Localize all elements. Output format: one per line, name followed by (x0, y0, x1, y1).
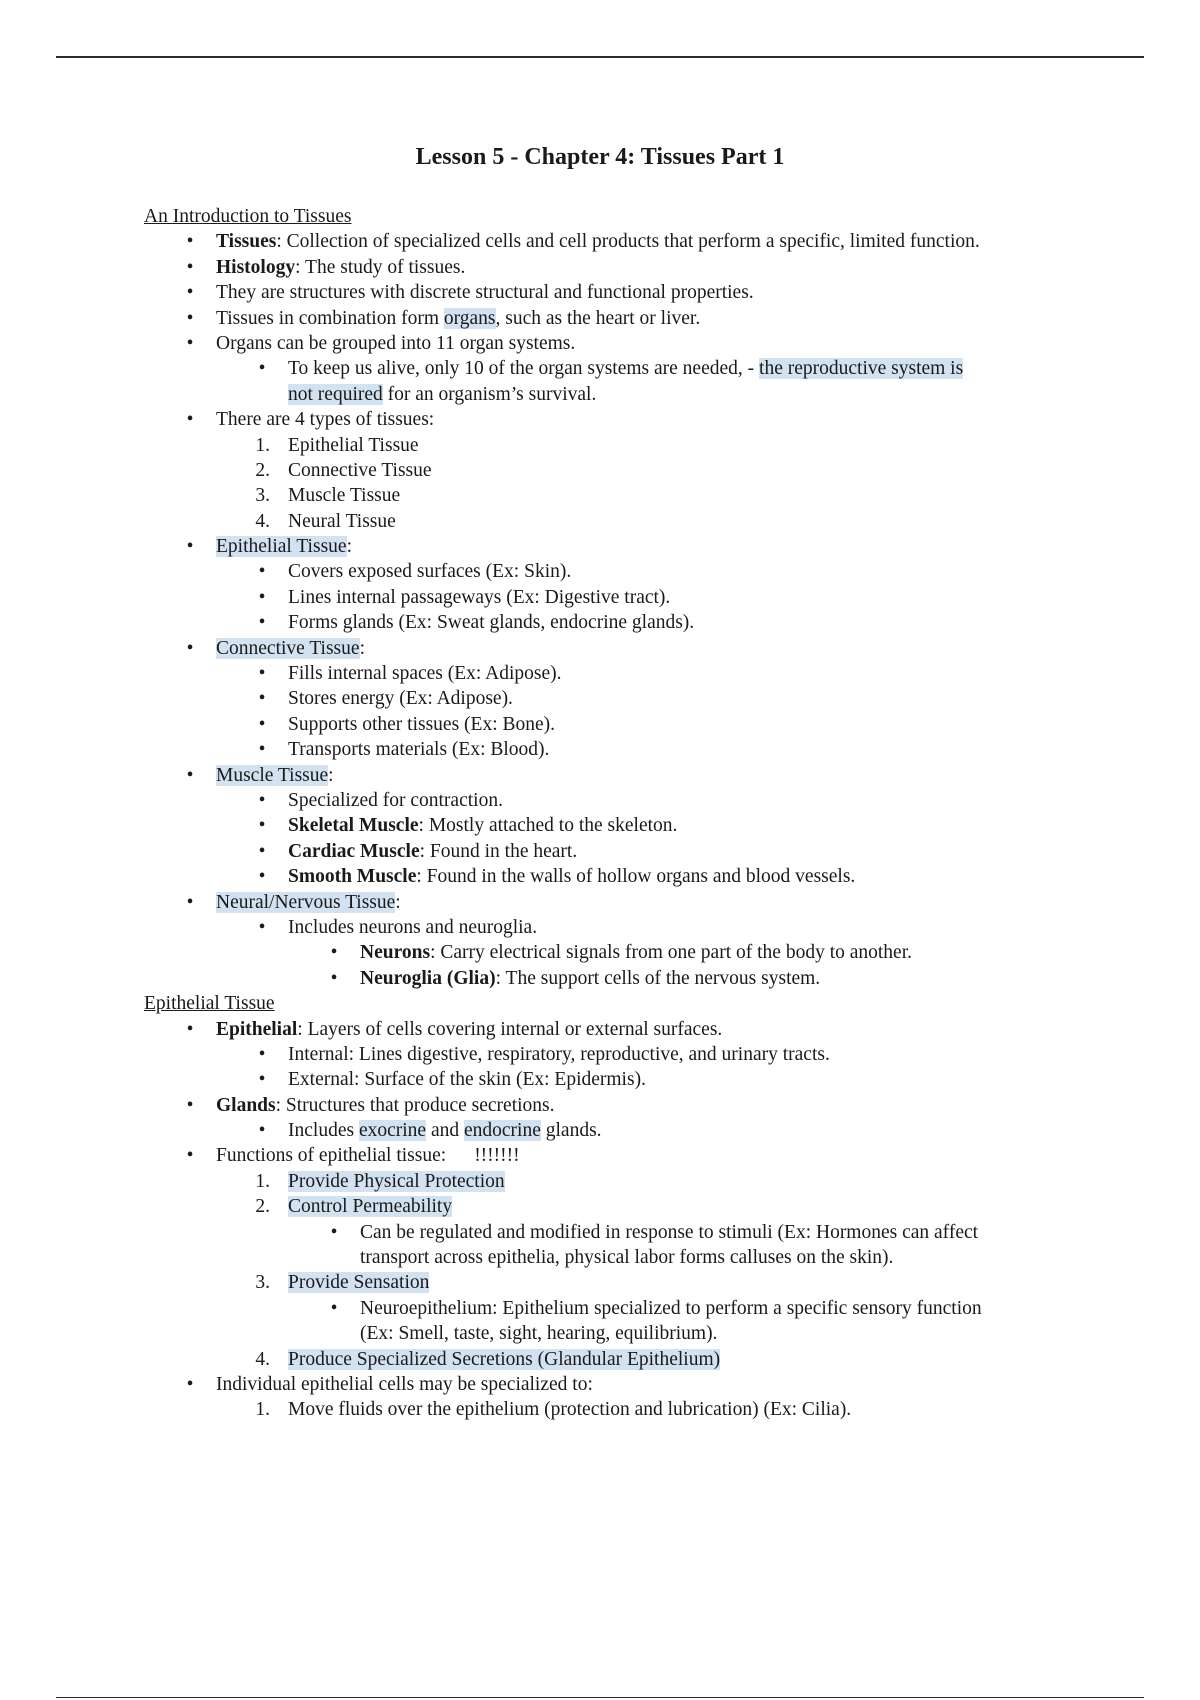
list-item: • Neural/Nervous Tissue: (186, 891, 401, 913)
section-heading-epithelial: Epithelial Tissue (144, 993, 275, 1015)
list-item: • Specialized for contraction. (258, 789, 503, 811)
top-rule (56, 56, 1144, 58)
list-item: • Can be regulated and modified in response to stimuli (Ex: Hormones can affect (330, 1221, 979, 1243)
list-item: • Includes exocrine and endocrine glands. (258, 1120, 602, 1142)
numbered-item: 4. Produce Specialized Secretions (Glandular Epithelium) (255, 1348, 721, 1370)
document-body (144, 204, 1104, 1423)
section-heading-intro: An Introduction to Tissues (144, 206, 352, 227)
list-item: • Smooth Muscle: Found in the walls of hollow organs and blood vessels. (258, 866, 856, 888)
numbered-item: 4. Neural Tissue (255, 510, 396, 532)
list-item: • Stores energy (Ex: Adipose). (258, 688, 513, 710)
list-item: • Neurons: Carry electrical signals from one part of the body to another. (330, 942, 913, 964)
numbered-item: 2. Connective Tissue (255, 459, 432, 481)
bottom-rule (56, 1697, 1144, 1698)
list-item: • There are 4 types of tissues: (186, 409, 435, 431)
list-item: • Covers exposed surfaces (Ex: Skin). (258, 561, 572, 583)
list-item-continuation: (Ex: Smell, taste, sight, hearing, equilibrium). (360, 1323, 718, 1345)
list-item: • Forms glands (Ex: Sweat glands, endocrine glands). (258, 612, 695, 634)
list-item: • Tissues: Collection of specialized cells and cell products that perform a specific, limited function. (186, 231, 980, 253)
list-item: • Histology: The study of tissues. (186, 256, 466, 278)
numbered-item: 3. Provide Sensation (255, 1272, 430, 1294)
list-item-continuation: not required for an organism’s survival. (288, 383, 597, 405)
list-item: • Tissues in combination form organs, such as the heart or liver. (186, 307, 701, 329)
list-item: • Neuroepithelium: Epithelium specialized to perform a specific sensory function (330, 1297, 982, 1319)
list-item: • Internal: Lines digestive, respiratory, reproductive, and urinary tracts. (258, 1043, 830, 1065)
list-item: • To keep us alive, only 10 of the organ systems are needed, - the reproductive system is (258, 358, 964, 380)
list-item: • Cardiac Muscle: Found in the heart. (258, 840, 578, 862)
page-title: Lesson 5 - Chapter 4: Tissues Part 1 (415, 144, 785, 170)
list-item: • Individual epithelial cells may be specialized to: (186, 1373, 593, 1395)
numbered-item: 1. Move fluids over the epithelium (protection and lubrication) (Ex: Cilia). (255, 1399, 852, 1421)
list-item: • Epithelial Tissue: (186, 536, 352, 558)
numbered-item: 2. Control Permeability (255, 1196, 453, 1218)
list-item: • Neuroglia (Glia): The support cells of the nervous system. (330, 967, 821, 989)
numbered-item: 1. Epithelial Tissue (255, 434, 419, 456)
list-item: • External: Surface of the skin (Ex: Epidermis). (258, 1069, 646, 1091)
list-item: • Epithelial: Layers of cells covering internal or external surfaces. (186, 1018, 723, 1040)
list-item: • Connective Tissue: (186, 637, 365, 659)
list-item: • Fills internal spaces (Ex: Adipose). (258, 663, 562, 685)
list-item: • Transports materials (Ex: Blood). (258, 739, 550, 761)
list-item: • They are structures with discrete structural and functional properties. (186, 282, 754, 304)
list-item: • Includes neurons and neuroglia. (258, 916, 538, 938)
list-item-continuation: transport across epithelia, physical labor forms calluses on the skin). (360, 1247, 894, 1269)
list-item: • Skeletal Muscle: Mostly attached to the skeleton. (258, 815, 678, 837)
numbered-item: 3. Muscle Tissue (255, 485, 401, 507)
list-item: • Lines internal passageways (Ex: Digestive tract). (258, 586, 671, 608)
list-item: • Organs can be grouped into 11 organ systems. (186, 332, 576, 354)
list-item: • Muscle Tissue: (186, 764, 334, 786)
list-item: • Glands: Structures that produce secretions. (186, 1094, 555, 1116)
list-item: • Supports other tissues (Ex: Bone). (258, 713, 556, 735)
list-item: • Functions of epithelial tissue: !!!!!!! (186, 1145, 520, 1167)
numbered-item: 1. Provide Physical Protection (255, 1170, 505, 1192)
